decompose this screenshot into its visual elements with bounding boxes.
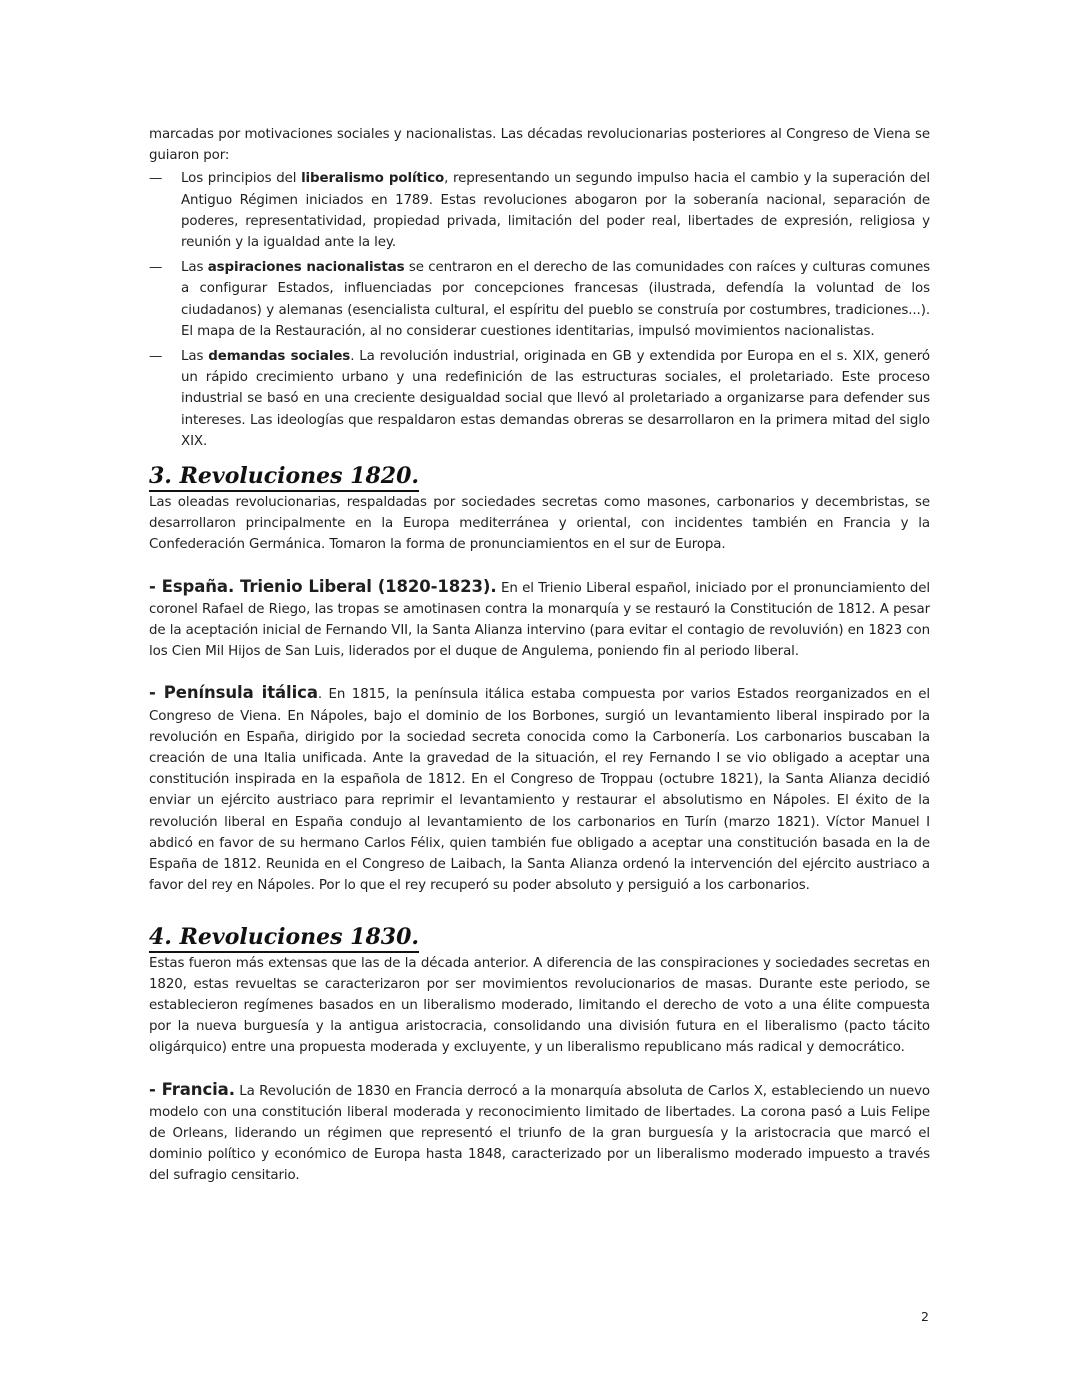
section-4-header xyxy=(149,923,930,953)
bold-term: aspiraciones nacionalistas xyxy=(207,260,405,276)
subheading: - España. Trienio Liberal (1820-1823). xyxy=(149,576,497,596)
list-item: — Las demandas sociales. La revolución industrial, originada en GB y extendida por Europa en el s. XIX, generó un rápido crecimiento urbano y una redefinición de las estructuras sociales, el proletariado. Este proceso industrial se basó en una creciente desigualdad social que llevó al proletariado a organizarse para defender sus intereses. Las ideologías que respaldaron estas demandas obreras se desarrollaron en la primera mitad del siglo XIX. xyxy=(149,346,930,452)
bold-term: liberalismo político xyxy=(301,171,445,187)
bold-term: demandas sociales xyxy=(208,349,351,365)
subheading: - Península itálica xyxy=(149,683,318,703)
section-3-header xyxy=(149,462,930,492)
principles-list xyxy=(149,168,930,452)
list-item: — Los principios del liberalismo político, representando un segundo impulso hacia el cambio y la superación del Antiguo Régimen iniciados en 1789. Estas revoluciones abogaron por la soberanía nacional, separación de poderes, representatividad, propiedad privada, limitación del poder real, libertades de expresión, religiosa y reunión y la igualdad ante la ley. xyxy=(149,168,930,253)
document-page xyxy=(149,124,930,1187)
italica-paragraph: - Península itálica. En 1815, la península itálica estaba compuesta por varios Estados reorganizados en el Congreso de Viena. En Nápoles, bajo el dominio de los Borbones, surgió un levantamiento liberal inspirado por la revolución en España, dirigido por la sociedad secreta conocida como la Carbonería. Los carbonarios buscaban la creación de una Italia unificada. Ante la gravedad de la situación, el rey Fernando I se vio obligado a aceptar una constitución inspirada en la española de 1812. En el Congreso de Troppau (octubre 1821), la Santa Alianza decidió enviar un ejército austriaco para reprimir el levantamiento y restaurar el absolutismo en Nápoles. El éxito de la revolución liberal en España condujo al levantamiento de los carbonarios en Turín (marzo 1821). Víctor Manuel I abdicó en favor de su hermano Carlos Félix, quien también fue obligado a aceptar una constitución basada en la de España de 1812. Reunida en el Congreso de Laibach, la Santa Alianza ordenó la intervención del ejército austriaco a favor del rey en Nápoles. Por lo que el rey recuperó su poder absoluto y persiguió a los carbonarios. xyxy=(149,683,930,894)
section-title: 3. Revoluciones 1820. xyxy=(149,462,419,492)
intro-paragraph: marcadas por motivaciones sociales y nacionalistas. Las décadas revolucionarias posteriores al Congreso de Viena se guiaron por: xyxy=(149,127,930,164)
section-3-intro: Las oleadas revolucionarias, respaldadas por sociedades secretas como masones, carbonarios y decembristas, se desarrollaron principalmente en la Europa mediterránea y oriental, con incidentes también en Francia y la Confederación Germánica. Tomaron la forma de pronunciamientos en el sur de Europa. xyxy=(149,495,930,553)
dash-marker: — xyxy=(149,171,163,187)
francia-paragraph: - Francia. La Revolución de 1830 en Francia derrocó a la monarquía absoluta de Carlos X, estableciendo un nuevo modelo con una constitución liberal moderada y reconocimiento limitado de libertades. La corona pasó a Luis Felipe de Orleans, liderando un régimen que representó el triunfo de la gran burguesía y la aristocracia que marcó el dominio político y económico de Europa hasta 1848, caracterizado por un liberalismo moderado impuesto a través del sufragio censitario. xyxy=(149,1079,930,1184)
section-4-intro: Estas fueron más extensas que las de la década anterior. A diferencia de las conspiraciones y sociedades secretas en 1820, estas revueltas se caracterizaron por ser movimientos revolucionarios de masas. Durante este periodo, se establecieron regímenes basados en un liberalismo moderado, limitando el derecho de voto a una élite compuesta por la nueva burguesía y la antigua aristocracia, consolidando una división futura en el liberalismo (pacto tácito oligárquico) entre una propuesta moderada y excluyente, y un liberalismo republicano más radical y democrático. xyxy=(149,955,930,1056)
espana-paragraph: - España. Trienio Liberal (1820-1823). En el Trienio Liberal español, iniciado por el pronunciamiento del coronel Rafael de Riego, las tropas se amotinasen contra la monarquía y se restauró la Constitución de 1812. A pesar de la aceptación inicial de Fernando VII, la Santa Alianza intervino (para evitar el contagio de revoluvión) en 1823 con los Cien Mil Hijos de San Luis, liderados por el duque de Angulema, poniendo fin al periodo liberal. xyxy=(149,576,930,660)
subheading: - Francia. xyxy=(149,1079,235,1099)
dash-marker: — xyxy=(149,260,163,276)
section-title: 4. Revoluciones 1830. xyxy=(149,923,419,953)
list-item: — Las aspiraciones nacionalistas se centraron en el derecho de las comunidades con raíces y culturas comunes a configurar Estados, influenciadas por concepciones francesas (ilustrada, defendía la voluntad de los ciudadanos) y alemanas (esencialista cultural, el espíritu del pueblo se construía por costumbres, tradiciones...). El mapa de la Restauración, al no considerar cuestiones identitarias, impulsó movimientos nacionalistas. xyxy=(149,257,930,342)
page-number: 2 xyxy=(921,1309,929,1324)
dash-marker: — xyxy=(149,349,163,365)
